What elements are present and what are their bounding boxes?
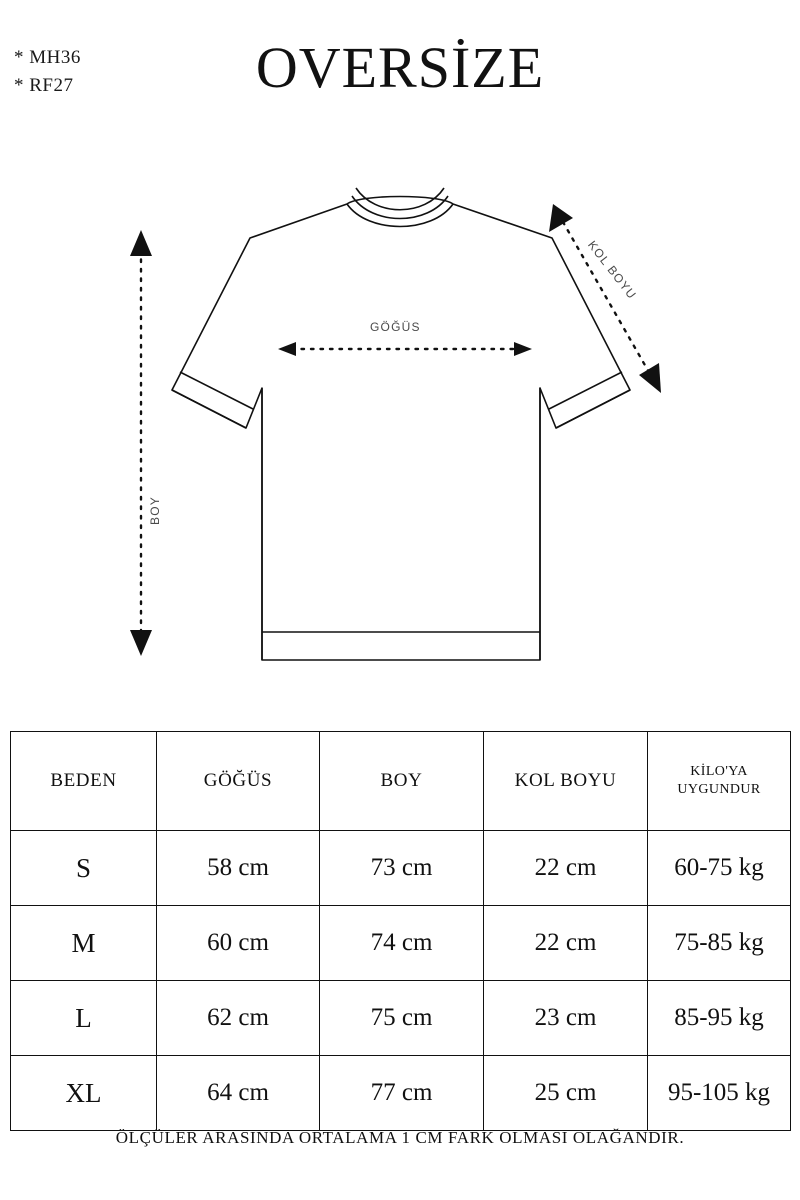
cell-chest: 64 cm <box>157 1056 320 1131</box>
header-gogus: GÖĞÜS <box>157 732 320 831</box>
label-chest: GÖĞÜS <box>370 320 421 334</box>
cell-weight: 60-75 kg <box>648 831 791 906</box>
cell-length: 74 cm <box>320 906 484 981</box>
cell-length: 73 cm <box>320 831 484 906</box>
cell-chest: 60 cm <box>157 906 320 981</box>
cell-sleeve: 22 cm <box>484 906 648 981</box>
cell-sleeve: 22 cm <box>484 831 648 906</box>
page-title: OVERSİZE <box>255 35 545 100</box>
product-code-1: * MH36 <box>14 47 81 68</box>
cell-size: XL <box>11 1056 157 1131</box>
cell-length: 75 cm <box>320 981 484 1056</box>
cell-chest: 62 cm <box>157 981 320 1056</box>
cell-size: S <box>11 831 157 906</box>
table-row <box>11 831 791 906</box>
tshirt-svg <box>0 160 800 720</box>
cell-size: L <box>11 981 157 1056</box>
cell-weight: 85-95 kg <box>648 981 791 1056</box>
cell-length: 77 cm <box>320 1056 484 1131</box>
cell-sleeve: 25 cm <box>484 1056 648 1131</box>
cell-weight: 95-105 kg <box>648 1056 791 1131</box>
cell-weight: 75-85 kg <box>648 906 791 981</box>
label-length: BOY <box>148 496 162 525</box>
cell-size: M <box>11 906 157 981</box>
cell-sleeve: 23 cm <box>484 981 648 1056</box>
size-table-wrapper <box>10 731 790 1131</box>
cell-chest: 58 cm <box>157 831 320 906</box>
header-kiloya-uygundur: KİLO'YA UYGUNDUR <box>648 732 791 831</box>
table-row <box>11 1056 791 1131</box>
label-sleeve: KOL BOYU <box>584 238 640 303</box>
table-row <box>11 906 791 981</box>
header-kol-boyu: KOL BOYU <box>484 732 648 831</box>
tshirt-diagram <box>0 160 800 720</box>
header-beden: BEDEN <box>11 732 157 831</box>
header-boy: BOY <box>320 732 484 831</box>
table-row <box>11 981 791 1056</box>
size-table <box>10 731 791 1131</box>
product-code-2: * RF27 <box>14 74 74 96</box>
table-header-row <box>11 732 791 831</box>
footnote: ÖLÇÜLER ARASINDA ORTALAMA 1 CM FARK OLMASI OLAĞANDIR. <box>115 1128 685 1147</box>
